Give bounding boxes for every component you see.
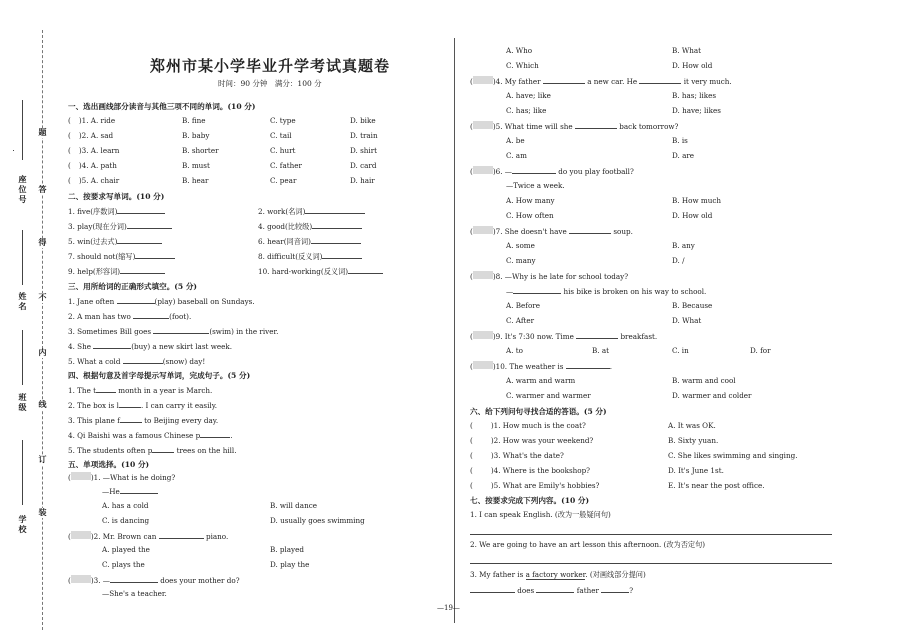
- sec1-q4-d: D. card: [350, 161, 377, 170]
- sec1-q5-a: )5. A. chair: [78, 176, 120, 185]
- sec5-q1b: —He: [102, 486, 158, 496]
- sec5-q6-optC: C. How often: [506, 211, 554, 220]
- sec6-a1: A. It was OK.: [668, 421, 716, 430]
- sec1-q5-d: D. hair: [350, 176, 375, 185]
- sec5-q6: ( )6. — do you play football?: [470, 167, 634, 176]
- sec5-q1-optA: A. has a cold: [102, 501, 149, 510]
- sec1-q4-b: B. must: [182, 161, 210, 170]
- sec2-row-1: [68, 206, 165, 217]
- sec6-q4: ( )4. Where is the bookshop?: [470, 466, 591, 475]
- school-label: 学校: [18, 515, 28, 535]
- sec5-q6-optD: D. How old: [672, 211, 713, 220]
- sec1-q1-d: D. bike: [350, 116, 376, 125]
- answer-blank[interactable]: [576, 331, 618, 339]
- sec6-a2: B. Sixty yuan.: [668, 436, 719, 445]
- sec7-answer-line-2[interactable]: [470, 563, 832, 564]
- sec2-item-3: 3. play(现在分词): [68, 222, 127, 231]
- page-title: 郑州市某小学毕业升学考试真题卷: [150, 57, 391, 75]
- answer-blank[interactable]: [127, 221, 172, 229]
- sec5-q6-optB: B. How much: [672, 196, 721, 205]
- sec5-q6c: —Twice a week.: [506, 181, 565, 190]
- sec6-a3: C. She likes swimming and singing.: [668, 451, 798, 460]
- paren-open: (: [68, 131, 71, 140]
- answer-blank[interactable]: [117, 236, 162, 244]
- seal-char-5: 内: [38, 348, 48, 358]
- answer-blank[interactable]: [117, 206, 165, 214]
- sec5-q3c: —She's a teacher.: [102, 589, 167, 598]
- answer-blank[interactable]: [575, 121, 617, 129]
- sec5-q5-optC: C. am: [506, 151, 527, 160]
- sec6-q3: ( )3. What's the date?: [470, 451, 564, 460]
- answer-blank[interactable]: [152, 445, 174, 453]
- sec1-q4-c: C. father: [270, 161, 302, 170]
- paren-open: (: [68, 146, 71, 155]
- sec1-q5-c: C. pear: [270, 176, 297, 185]
- sec5-q4-optD: D. have; likes: [672, 106, 721, 115]
- sec5-q8-optA: A. Before: [506, 301, 540, 310]
- answer-blank[interactable]: [305, 206, 365, 214]
- sec1-q1-b: B. fine: [182, 116, 206, 125]
- sec5-q5-optA: A. be: [506, 136, 525, 145]
- sec6-q1: ( )1. How much is the coat?: [470, 421, 586, 430]
- section-3-title: 三、用所给词的正确形式填空。(5 分): [68, 282, 198, 291]
- name-fill-line: [22, 230, 23, 285]
- answer-blank[interactable]: [322, 251, 362, 259]
- sec3-item-2: 2. A man has two (foot).: [68, 312, 192, 321]
- section-5-title: 五、单项选择。(10 分): [68, 460, 150, 469]
- sec2-item-2: 2. work(名词): [258, 207, 306, 216]
- answer-blank[interactable]: [601, 585, 629, 593]
- seal-char-4: 不: [38, 293, 48, 303]
- sec5-q9-optA: A. to: [506, 346, 523, 355]
- sec2-item-10: 10. hard-working(反义词): [258, 267, 349, 276]
- sec4-item-3: 3. This plane f to Beijing every day.: [68, 416, 219, 425]
- answer-blank[interactable]: [117, 296, 155, 304]
- sec5-q3-optB: B. What: [672, 46, 702, 55]
- seal-char-7: 订: [38, 455, 48, 465]
- seat-label: 座位号: [18, 175, 28, 205]
- column-divider: [454, 38, 455, 623]
- sec5-q3: ( )3. — does your mother do?: [68, 576, 240, 585]
- sec5-q3-optC: C. Which: [506, 61, 539, 70]
- sec5-q9-optC: C. in: [672, 346, 689, 355]
- sec2-item-1: 1. five(序数词): [68, 207, 118, 216]
- answer-blank[interactable]: [120, 415, 142, 423]
- sec5-q9-optD: D. for: [750, 346, 771, 355]
- sec1-q2-c: C. tail: [270, 131, 292, 140]
- answer-blank[interactable]: [123, 356, 163, 364]
- sec7-item-3-answer: does father ?: [470, 585, 633, 595]
- sec5-q7-optC: C. many: [506, 256, 536, 265]
- sec7-item-2: 2. We are going to have an art lesson this afternoon. (改为否定句): [470, 540, 706, 549]
- sec2-row-5: [68, 266, 165, 277]
- answer-blank[interactable]: [569, 226, 611, 234]
- sec4-item-4: 4. Qi Baishi was a famous Chinese p .: [68, 431, 233, 440]
- sec1-q3-c: C. hurt: [270, 146, 296, 155]
- answer-blank[interactable]: [536, 585, 574, 593]
- name-label: 姓名: [18, 292, 28, 312]
- paren-open: (: [68, 176, 71, 185]
- sec5-q1: ( )1. —What is he doing?: [68, 473, 176, 482]
- sec5-q6-optA: A. How many: [506, 196, 555, 205]
- class-label: 班级: [18, 393, 28, 413]
- sec5-q4-optB: B. has; likes: [672, 91, 717, 100]
- sec1-q3-b: B. shorter: [182, 146, 219, 155]
- answer-blank[interactable]: [513, 286, 561, 294]
- sec5-q8-optC: C. After: [506, 316, 535, 325]
- sec5-q5: ( )5. What time will she back tomorrow?: [470, 122, 679, 131]
- sec2-row-2: [68, 221, 172, 232]
- section-7-title: 七、按要求完成下列内容。(10 分): [470, 496, 590, 505]
- section-6-title: 六、给下列问句寻找合适的答语。(5 分): [470, 407, 607, 416]
- sec5-q7-optD: D. /: [672, 256, 685, 265]
- sec2-item-6: 6. hear(同音词): [258, 237, 311, 246]
- sec2-row-4r: [258, 251, 362, 262]
- sec5-q8: ( )8. —Why is he late for school today?: [470, 272, 629, 281]
- sec2-item-5: 5. win(过去式): [68, 237, 118, 246]
- sec5-q3-optD: D. How old: [672, 61, 713, 70]
- school-fill-line: [22, 440, 23, 505]
- section-2-title: 二、按要求写单词。(10 分): [68, 192, 165, 201]
- sec7-item-3: 3. My father is a factory worker. (对画线部分提问): [470, 570, 646, 579]
- answer-blank[interactable]: [200, 430, 230, 438]
- sec1-q3-d: D. shirt: [350, 146, 378, 155]
- sec5-q2: ( )2. Mr. Brown can piano.: [68, 532, 229, 541]
- answer-blank[interactable]: [566, 361, 610, 369]
- sec2-row-1r: [258, 206, 365, 217]
- sec1-q2-a: )2. A. sad: [78, 131, 114, 140]
- sec7-answer-line-1[interactable]: [470, 534, 832, 535]
- sec5-q5-optD: D. are: [672, 151, 695, 160]
- seal-char-2: 答: [38, 185, 48, 195]
- sec5-q1-optD: D. usually goes swimming: [270, 516, 365, 525]
- answer-blank[interactable]: [543, 76, 585, 84]
- sec2-item-8: 8. difficult(反义词): [258, 252, 323, 261]
- answer-blank[interactable]: [96, 385, 116, 393]
- sec6-q5: ( )5. What are Emily's hobbies?: [470, 481, 600, 490]
- sec5-q8-optB: B. Because: [672, 301, 713, 310]
- paren-open: (: [68, 116, 71, 125]
- sec5-q1-optB: B. will dance: [270, 501, 317, 510]
- sec2-item-4: 4. good(比较级): [258, 222, 313, 231]
- answer-blank[interactable]: [512, 166, 556, 174]
- sec5-q10: ( )10. The weather is .: [470, 362, 613, 371]
- sec5-q2-optA: A. played the: [102, 545, 150, 554]
- sec5-q10-optD: D. warmer and colder: [672, 391, 752, 400]
- answer-blank[interactable]: [639, 76, 681, 84]
- sec6-q2: ( )2. How was your weekend?: [470, 436, 594, 445]
- sec1-q2-b: B. baby: [182, 131, 210, 140]
- sec2-row-3: [68, 236, 162, 247]
- seal-char-6: 线: [38, 400, 48, 410]
- seat-fill-line: [22, 100, 23, 160]
- seal-char-8: 装: [38, 508, 48, 518]
- answer-blank[interactable]: [153, 326, 209, 334]
- sec6-a4: D. It's June 1st.: [668, 466, 724, 475]
- answer-blank[interactable]: [159, 531, 204, 539]
- paren-open: (: [68, 161, 71, 170]
- sec3-item-1: 1. Jane often (play) baseball on Sundays.: [68, 297, 255, 306]
- sec4-item-5: 5. The students often p trees on the hill.: [68, 446, 237, 455]
- sec2-row-4: [68, 251, 175, 262]
- sec5-q7-optB: B. any: [672, 241, 695, 250]
- sec1-q1-a: )1. A. ride: [78, 116, 116, 125]
- sec5-q9-optB: B. at: [592, 346, 610, 355]
- answer-blank[interactable]: [348, 266, 383, 274]
- section-1-title: 一、选出画线部分读音与其他三项不同的单词。(10 分): [68, 102, 256, 111]
- sec5-q10-optB: B. warm and cool: [672, 376, 736, 385]
- sec3-item-4: 4. She (buy) a new skirt last week.: [68, 342, 233, 351]
- sec5-q4-optC: C. has; like: [506, 106, 547, 115]
- sec1-q2-d: D. train: [350, 131, 378, 140]
- sec5-q7: ( )7. She doesn't have soup.: [470, 227, 633, 236]
- sec2-item-9: 9. help(形容词): [68, 267, 121, 276]
- sec2-row-3r: [258, 236, 361, 247]
- answer-blank[interactable]: [93, 341, 131, 349]
- sec5-q7-optA: A. some: [506, 241, 535, 250]
- answer-blank[interactable]: [120, 486, 158, 494]
- seat-line: [13, 150, 14, 151]
- section-4-title: 四、根据句意及首字母提示写单词，完成句子。(5 分): [68, 371, 251, 380]
- answer-blank[interactable]: [470, 585, 515, 593]
- sec5-q4: ( )4. My father a new car. He it very much.: [470, 77, 732, 86]
- answer-blank[interactable]: [133, 311, 169, 319]
- sec5-q9: ( )9. It's 7:30 now. Time breakfast.: [470, 332, 658, 341]
- sec2-row-5r: [258, 266, 383, 277]
- sec3-item-5: 5. What a cold (snow) day!: [68, 357, 206, 366]
- class-fill-line: [22, 330, 23, 385]
- sec1-q5-b: B. hear: [182, 176, 209, 185]
- answer-blank[interactable]: [110, 575, 158, 583]
- answer-blank[interactable]: [120, 266, 165, 274]
- sec5-q8b: — his bike is broken on his way to school.: [506, 287, 707, 296]
- sec2-row-2r: [258, 221, 362, 232]
- sec1-q1-c: C. type: [270, 116, 296, 125]
- page-number: —19—: [437, 604, 460, 612]
- sec5-q10-optC: C. warmer and warmer: [506, 391, 591, 400]
- sec1-q3-a: )3. A. learn: [78, 146, 120, 155]
- page-subtitle: 时间：90 分钟 满分：100 分: [218, 79, 322, 88]
- sec5-q2-optD: D. play the: [270, 560, 310, 569]
- sec1-q4-a: )4. A. path: [78, 161, 117, 170]
- sec7-item-1: 1. I can speak English. (改为一般疑问句): [470, 510, 611, 519]
- sec5-q5-optB: B. is: [672, 136, 688, 145]
- sec5-q1-optC: C. is dancing: [102, 516, 150, 525]
- seal-char-3: 得: [38, 238, 48, 248]
- sec5-q2-optB: B. played: [270, 545, 304, 554]
- sec5-q3-optA: A. Who: [506, 46, 533, 55]
- sec2-item-7: 7. should not(缩写): [68, 252, 136, 261]
- seal-char-1: 题: [38, 128, 48, 138]
- answer-blank[interactable]: [119, 400, 141, 408]
- answer-blank[interactable]: [135, 251, 175, 259]
- sec6-a5: E. It's near the post office.: [668, 481, 765, 490]
- answer-blank[interactable]: [311, 236, 361, 244]
- sec4-item-2: 2. The box is l . I can carry it easily.: [68, 401, 218, 410]
- sec3-item-3: 3. Sometimes Bill goes (swim) in the river.: [68, 327, 279, 336]
- answer-blank[interactable]: [312, 221, 362, 229]
- binding-line: [42, 30, 43, 630]
- sec5-q2-optC: C. plays the: [102, 560, 145, 569]
- sec5-q4-optA: A. have; like: [506, 91, 551, 100]
- sec5-q8-optD: D. What: [672, 316, 702, 325]
- sec4-item-1: 1. The t month in a year is March.: [68, 386, 213, 395]
- sec5-q10-optA: A. warm and warm: [506, 376, 576, 385]
